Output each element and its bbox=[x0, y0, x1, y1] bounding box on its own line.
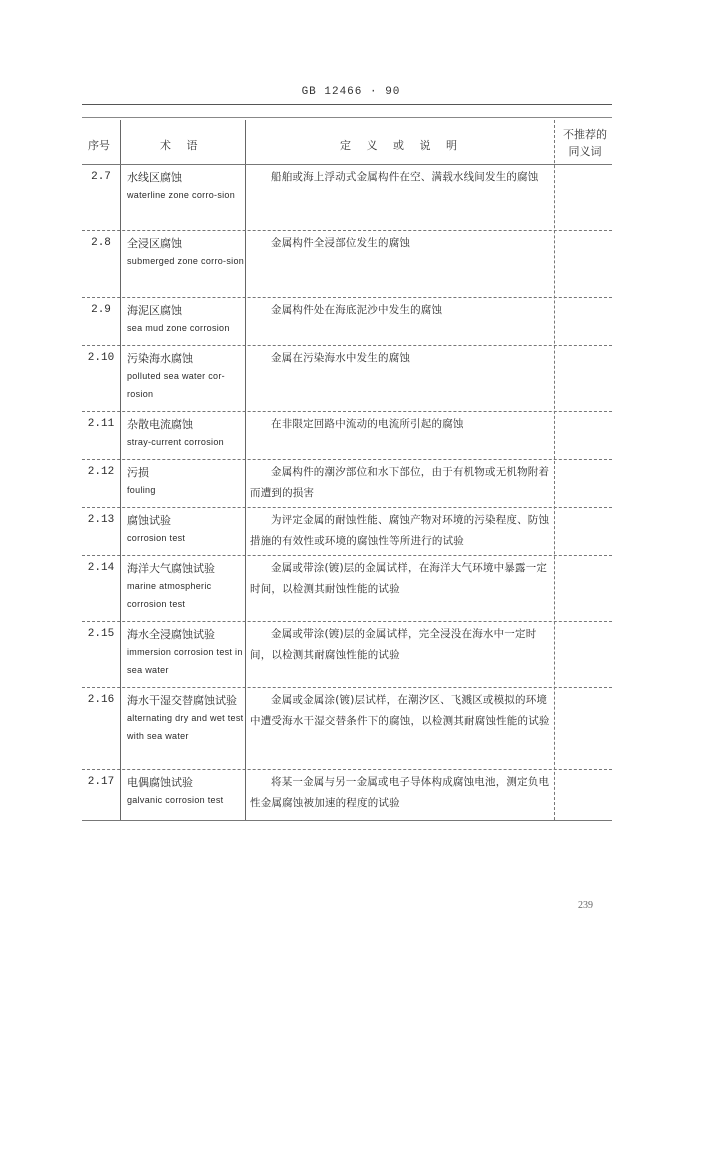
term-definition: 为评定金属的耐蚀性能、腐蚀产物对环境的污染程度、防蚀措施的有效性或环境的腐蚀性等所进行的试验 bbox=[250, 514, 550, 547]
term-chinese: 污染海水腐蚀 bbox=[127, 352, 193, 365]
table-row bbox=[82, 771, 612, 817]
column-header-number: 序号 bbox=[88, 139, 110, 152]
term-english: waterline zone corro-sion bbox=[127, 190, 236, 200]
term-english: galvanic corrosion test bbox=[127, 795, 224, 805]
term-definition: 金属或金属涂(镀)层试样，在潮汐区、飞溅区或模拟的环境中遭受海水干湿交替条件下的腐蚀，以检测其耐腐蚀性能的试验 bbox=[250, 694, 550, 727]
row-divider bbox=[82, 555, 612, 556]
row-divider bbox=[82, 230, 612, 231]
term-number: 2.10 bbox=[87, 352, 115, 364]
term-english: corrosion test bbox=[127, 533, 186, 543]
term-definition: 在非限定回路中流动的电流所引起的腐蚀 bbox=[271, 418, 464, 430]
table-row bbox=[82, 232, 612, 294]
table-row bbox=[82, 413, 612, 457]
term-english: fouling bbox=[127, 485, 156, 495]
row-divider bbox=[82, 459, 612, 460]
term-definition: 金属或带涂(镀)层的金属试样，在海洋大气环境中暴露一定时间，以检测其耐蚀性能的试验 bbox=[250, 562, 548, 595]
term-chinese: 腐蚀试验 bbox=[127, 514, 171, 527]
term-cell bbox=[127, 350, 245, 403]
row-divider bbox=[82, 297, 612, 298]
term-definition: 金属或带涂(镀)层的金属试样，完全浸没在海水中一定时间，以检测其耐腐蚀性能的试验 bbox=[250, 628, 537, 661]
term-chinese: 水线区腐蚀 bbox=[127, 171, 182, 184]
term-definition: 金属构件处在海底泥沙中发生的腐蚀 bbox=[271, 304, 443, 316]
term-chinese: 全浸区腐蚀 bbox=[127, 237, 182, 250]
synonym-header-line1: 不推荐的 bbox=[563, 128, 607, 141]
table-row bbox=[82, 166, 612, 228]
term-english: polluted sea water cor-rosion bbox=[127, 371, 225, 399]
term-chinese: 海洋大气腐蚀试验 bbox=[127, 562, 215, 575]
row-divider bbox=[82, 345, 612, 346]
term-number: 2.16 bbox=[87, 694, 115, 706]
term-chinese: 杂散电流腐蚀 bbox=[127, 418, 193, 431]
term-cell bbox=[127, 560, 245, 613]
term-cell bbox=[127, 235, 245, 270]
row-divider bbox=[82, 411, 612, 412]
term-number: 2.11 bbox=[87, 418, 115, 430]
table-row bbox=[82, 509, 612, 553]
standard-code: GB 12466 · 90 bbox=[301, 86, 401, 98]
term-definition: 船舶或海上浮动式金属构件在空、满载水线间发生的腐蚀 bbox=[271, 171, 539, 183]
term-cell bbox=[127, 169, 245, 204]
table-row bbox=[82, 299, 612, 343]
table-bottom-rule bbox=[82, 820, 612, 821]
table-row bbox=[82, 347, 612, 409]
term-chinese: 海泥区腐蚀 bbox=[127, 304, 182, 317]
row-divider bbox=[82, 507, 612, 508]
term-number: 2.7 bbox=[91, 171, 111, 183]
table-top-rule bbox=[82, 117, 612, 118]
page-number: 239 bbox=[578, 900, 593, 911]
term-number: 2.14 bbox=[87, 562, 115, 574]
term-english: alternating dry and wet test with sea water bbox=[127, 713, 244, 741]
term-number: 2.8 bbox=[91, 237, 111, 249]
term-cell bbox=[127, 512, 245, 547]
term-cell bbox=[127, 464, 245, 499]
column-header-definition: 定 义 或 说 明 bbox=[340, 139, 463, 152]
term-cell bbox=[127, 774, 245, 809]
column-header-term: 术 语 bbox=[160, 139, 204, 152]
term-chinese: 海水干湿交替腐蚀试验 bbox=[127, 694, 237, 707]
term-number: 2.15 bbox=[87, 628, 115, 640]
term-english: marine atmospheric corrosion test bbox=[127, 581, 212, 609]
header-rule bbox=[82, 104, 612, 105]
table-row bbox=[82, 623, 612, 685]
term-english: sea mud zone corrosion bbox=[127, 323, 230, 333]
term-definition: 金属构件全浸部位发生的腐蚀 bbox=[271, 237, 411, 249]
term-cell bbox=[127, 692, 245, 745]
term-english: immersion corrosion test in sea water bbox=[127, 647, 243, 675]
row-divider bbox=[82, 769, 612, 770]
term-cell bbox=[127, 302, 245, 337]
term-chinese: 污损 bbox=[127, 466, 149, 479]
term-definition: 将某一金属与另一金属或电子导体构成腐蚀电池，测定负电性金属腐蚀被加速的程度的试验 bbox=[250, 776, 550, 809]
term-number: 2.13 bbox=[87, 514, 115, 526]
term-cell bbox=[127, 626, 245, 679]
term-definition: 金属在污染海水中发生的腐蚀 bbox=[271, 352, 411, 364]
table-row bbox=[82, 461, 612, 505]
term-number: 2.12 bbox=[87, 466, 115, 478]
table-row bbox=[82, 689, 612, 767]
term-number: 2.9 bbox=[91, 304, 111, 316]
term-chinese: 海水全浸腐蚀试验 bbox=[127, 628, 215, 641]
term-english: submerged zone corro-sion bbox=[127, 256, 245, 266]
row-divider bbox=[82, 687, 612, 688]
term-cell bbox=[127, 416, 245, 451]
column-header-synonym bbox=[560, 126, 610, 160]
term-chinese: 电偶腐蚀试验 bbox=[127, 776, 193, 789]
row-divider bbox=[82, 621, 612, 622]
table-row bbox=[82, 557, 612, 619]
header-bottom-rule bbox=[82, 164, 612, 165]
synonym-header-line2: 同义词 bbox=[568, 145, 602, 158]
term-definition: 金属构件的潮汐部位和水下部位，由于有机物或无机物附着而遭到的损害 bbox=[250, 466, 550, 499]
term-english: stray-current corrosion bbox=[127, 437, 224, 447]
term-number: 2.17 bbox=[87, 776, 115, 788]
